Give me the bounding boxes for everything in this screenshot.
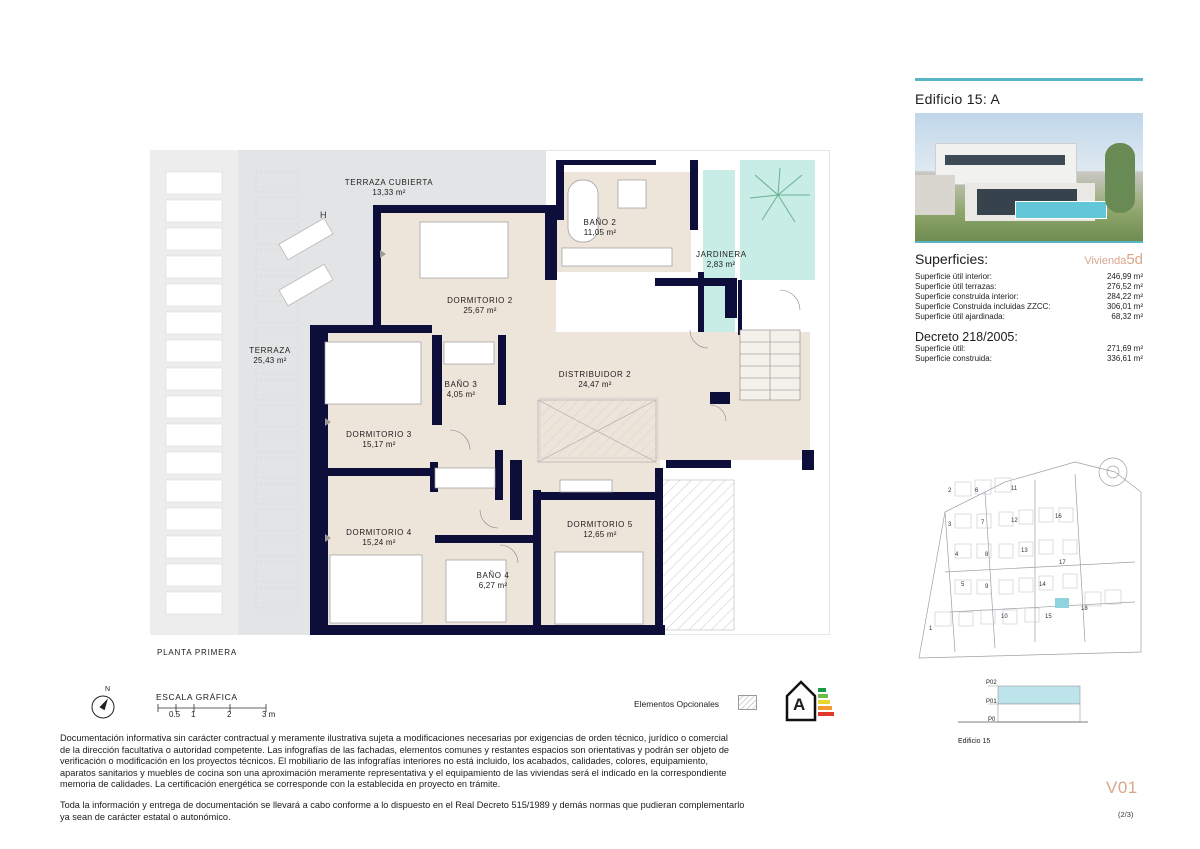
info-sidebar (915, 78, 1143, 364)
room-label-dormitorio-4: DORMITORIO 4 15,24 m² (346, 528, 412, 547)
room-label-terraza-cubierta: TERRAZA CUBIERTA 13,33 m² (344, 178, 434, 197)
version-label: V01 (1106, 778, 1138, 797)
surfaces-list (915, 272, 1143, 322)
room-label-dormitorio-5: DORMITORIO 5 12,65 m² (567, 520, 633, 539)
disclaimer-line: memoria de calidades. La certificación energética se corresponde con la establecida en proyecto en trámite. (60, 779, 501, 790)
site-block-number: 4 (955, 552, 959, 558)
site-block-number: 8 (985, 552, 989, 558)
room-label-jardinera: JARDINERA 2,83 m² (696, 250, 747, 269)
page-number: (2/3) (1118, 810, 1134, 819)
spec-value: 271,69 m² (1106, 344, 1143, 353)
spec-label: Superficie Construida incluidas ZZCC: (915, 302, 1051, 311)
north-label: N (105, 686, 111, 693)
spec-row (915, 312, 1143, 322)
site-block-number: 3 (948, 522, 952, 528)
spec-label: Superficie útil terrazas: (915, 282, 997, 291)
disclaimer-line: ya sean de carácter estatal o autonómico. (60, 811, 231, 822)
spec-row (915, 272, 1143, 282)
scale-tick: 2 (227, 710, 232, 719)
spec-row (915, 344, 1143, 354)
floor-plan-drawing (150, 150, 830, 635)
site-plan (915, 452, 1143, 662)
stair-icon (740, 330, 800, 400)
site-block-number: 15 (1045, 614, 1052, 620)
scale-tick: 1 (191, 710, 196, 719)
site-block-number: 5 (961, 582, 965, 588)
unit-tag (1084, 251, 1143, 269)
section-diagram (958, 680, 1088, 750)
optional-elements-legend (634, 694, 764, 714)
site-block-number: 7 (981, 520, 985, 526)
site-block-number: 10 (1001, 614, 1008, 620)
room-label-bano-2: BAÑO 2 11,05 m² (583, 218, 617, 237)
spec-row (915, 292, 1143, 302)
site-plan-drawing (915, 452, 1143, 662)
scale-bar (156, 692, 286, 722)
site-block-number: 2 (948, 488, 952, 494)
north-arrow (90, 686, 120, 722)
building-title: Edificio 15: A (915, 91, 1001, 107)
spec-value: 246,99 m² (1106, 272, 1143, 281)
disclaimer-line: de la dirección facultativa o autoridad competente. Las infografías de las fachadas, elementos comunes y restantes espacios son orientativas y podrán ser objeto de (60, 744, 730, 755)
spec-value: 306,01 m² (1106, 302, 1143, 311)
spec-row (915, 282, 1143, 292)
site-block-number: 12 (1011, 518, 1018, 524)
site-block-number: 11 (1011, 486, 1018, 492)
site-block-number: 9 (985, 584, 989, 590)
disclaimer-paragraph-1 (60, 733, 860, 791)
disclaimer-line: verificación o modificación en los proyectos técnicos. El mobiliario de las infografías interiores no está incluido, los acabados, calidades, colores, equipamiento, (60, 756, 709, 767)
unit-code: 5d (1126, 251, 1143, 268)
spec-label: Superficie útil ajardinada: (915, 312, 1005, 321)
spec-row (915, 302, 1143, 312)
scale-tick: 3 m (262, 710, 276, 719)
room-label-terraza: TERRAZA 25,43 m² (249, 346, 291, 365)
site-block-number: 18 (1081, 606, 1088, 612)
spec-value: 68,32 m² (1111, 312, 1143, 321)
spec-label: Superficie útil interior: (915, 272, 992, 281)
spec-value: 276,52 m² (1106, 282, 1143, 291)
decree-heading: Decreto 218/2005: (915, 330, 1018, 344)
disclaimer-paragraph-2 (60, 800, 860, 823)
disclaimer-line: aparatos sanitarios y muebles de cocina son una aproximación meramente representativa y el equipamiento de las viviendas será el indicado en la correspondiente (60, 767, 727, 778)
disclaimer-line: Documentación informativa sin carácter contractual y meramente ilustrativa sujeta a modificaciones necesarias por exigencias de orden técnico, jurídico o comercial (60, 733, 728, 743)
floor-name: PLANTA PRIMERA (157, 648, 237, 657)
scale-title: ESCALA GRÁFICA (156, 692, 238, 702)
site-block-number: 14 (1039, 582, 1046, 588)
hatch-swatch-icon (738, 695, 758, 711)
room-label-distribuidor-2: DISTRIBUIDOR 2 24,47 m² (558, 370, 632, 389)
energy-class: A (793, 695, 806, 714)
surfaces-heading: Superficies: (915, 251, 989, 267)
energy-rating (785, 678, 835, 722)
spec-label: Superficie construida interior: (915, 292, 1019, 301)
mid-accent-rule (915, 241, 1143, 243)
disclaimer-line: Toda la información y entrega de documentación se llevará a cabo conforme a lo dispuesto en el Real Decreto 515/1989 y demás normas que pudieran complementarlo (60, 800, 745, 810)
spec-value: 336,61 m² (1106, 354, 1143, 363)
svg-text:H: H (320, 210, 327, 220)
section-drawing (958, 680, 1088, 730)
building-rendering (915, 113, 1143, 241)
site-block-number: 13 (1021, 548, 1028, 554)
room-label-bano-4: BAÑO 4 6,27 m² (476, 571, 510, 590)
spec-value: 284,22 m² (1106, 292, 1143, 301)
site-block-number: 6 (975, 488, 979, 494)
section-caption: Edificio 15 (958, 738, 991, 745)
scale-tick: 0.5 (169, 710, 181, 719)
north-arrow-icon (90, 694, 120, 724)
decree-block (915, 330, 1143, 364)
room-label-bano-3: BAÑO 3 4,05 m² (444, 380, 478, 399)
site-block-number: 16 (1055, 514, 1062, 520)
section-level: P0 (988, 717, 996, 723)
section-level: P01 (986, 699, 997, 705)
section-level: P02 (986, 680, 997, 686)
spec-label: Superficie útil: (915, 344, 966, 353)
spec-row (915, 354, 1143, 364)
room-label-dormitorio-3: DORMITORIO 3 15,17 m² (346, 430, 412, 449)
surfaces-header (915, 251, 1143, 269)
unit-prefix: Vivienda (1084, 255, 1127, 267)
top-accent-rule (915, 78, 1143, 81)
spec-label: Superficie construida: (915, 354, 992, 363)
optional-elements-label: Elementos Opcionales (634, 699, 720, 709)
room-label-dormitorio-2: DORMITORIO 2 25,67 m² (447, 296, 513, 315)
site-block-number: 17 (1059, 560, 1066, 566)
site-block-number: 1 (929, 626, 933, 632)
floor-plan (150, 150, 830, 635)
